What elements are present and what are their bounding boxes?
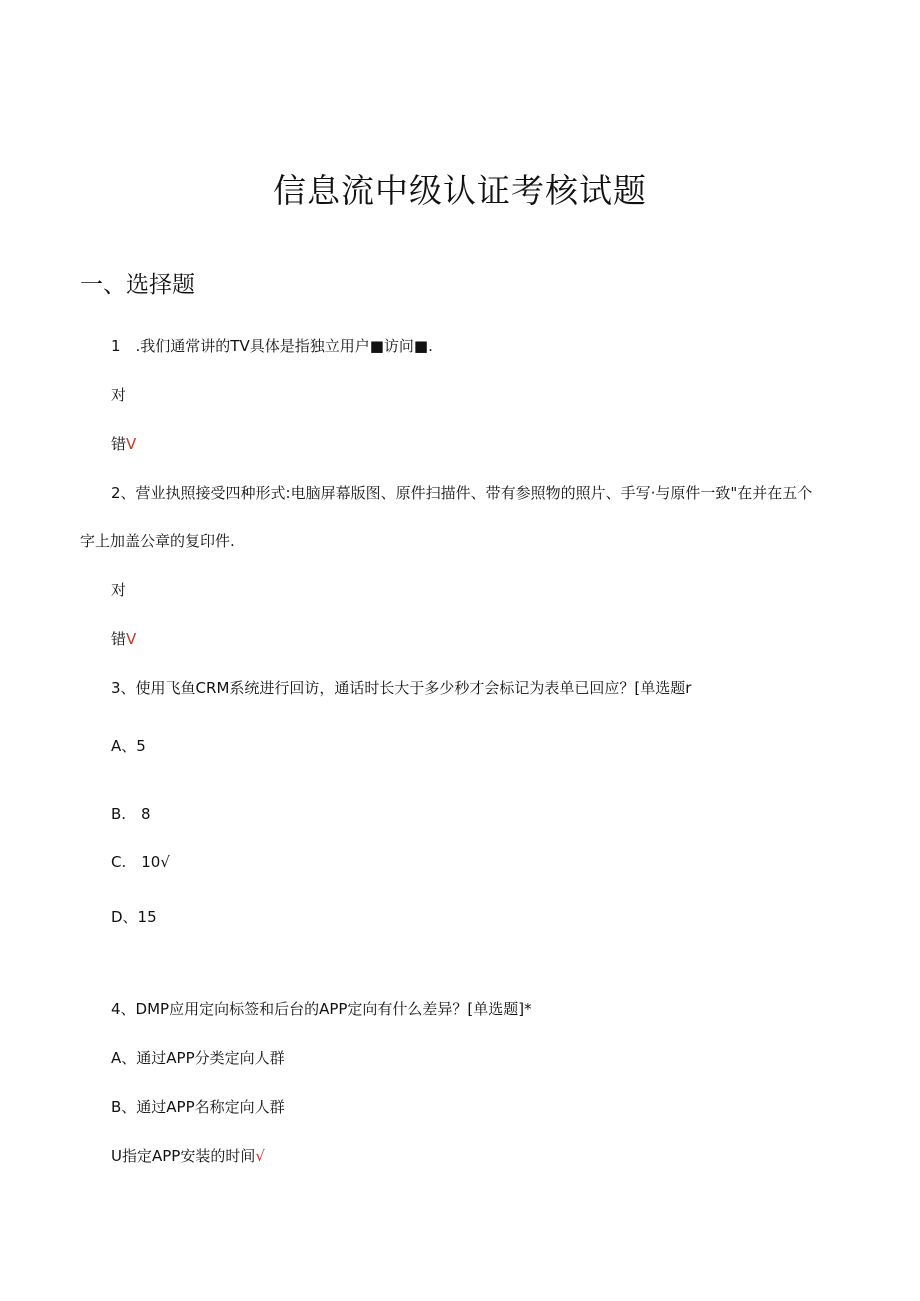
question-2-option-a: 对 xyxy=(111,581,127,599)
section-title: 一、选择题 xyxy=(80,272,195,298)
option-label: 错 xyxy=(111,435,127,453)
question-4-stem: 4、DMP应用定向标签和后台的APP定向有什么差异？[单选题]* xyxy=(111,1000,532,1018)
answer-mark: √ xyxy=(255,1147,265,1165)
document-title: 信息流中级认证考核试题 xyxy=(273,171,647,210)
option-label: U指定APP安装的时间 xyxy=(111,1147,256,1165)
question-3-option-b: B. 8 xyxy=(111,805,151,823)
question-1-option-b xyxy=(111,434,136,454)
question-4-option-b: B、通过APP名称定向人群 xyxy=(111,1098,285,1116)
option-label: 错 xyxy=(111,630,127,648)
question-3-option-a: A、5 xyxy=(111,737,146,755)
question-1-stem: 1 .我们通常讲的TV具体是指独立用户■访问■. xyxy=(111,337,433,355)
question-2-option-b xyxy=(111,629,136,649)
answer-mark: √ xyxy=(160,853,170,871)
question-1-option-a: 对 xyxy=(111,386,127,404)
answer-mark: V xyxy=(126,630,137,648)
answer-mark: V xyxy=(126,435,137,453)
question-3-stem: 3、使用飞鱼CRM系统进行回访，通话时长大于多少秒才会标记为表单已回应？[单选题r xyxy=(111,679,692,697)
question-3-option-c xyxy=(111,852,170,872)
question-2-stem-line-1: 2、营业执照接受四种形式:电脑屏幕版图、原件扫描件、带有参照物的照片、手写·与原件一致"在并在五个 xyxy=(111,484,813,502)
question-2-stem-line-2: 字上加盖公章的复印件. xyxy=(80,532,235,550)
question-3-option-d: D、15 xyxy=(111,908,157,926)
question-4-option-c xyxy=(111,1146,265,1166)
option-label: C. 10 xyxy=(111,853,161,871)
question-4-option-a: A、通过APP分类定向人群 xyxy=(111,1049,285,1067)
